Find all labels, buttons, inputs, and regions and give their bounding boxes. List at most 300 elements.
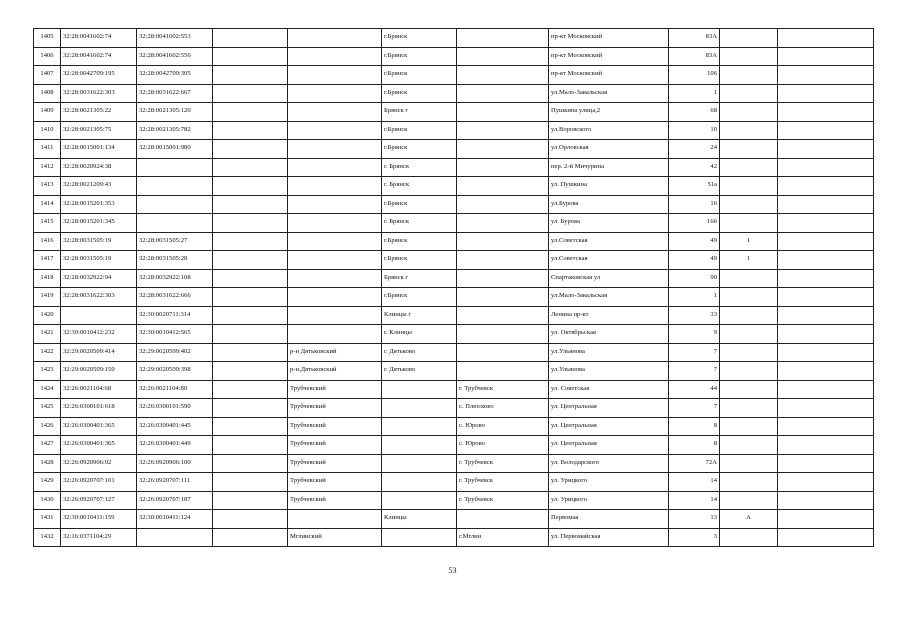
sub-cadastral-number-cell: 32:26:0920707:187 — [137, 491, 213, 510]
city-cell — [382, 436, 457, 455]
city-cell: г. Брянск — [382, 158, 457, 177]
sub-cadastral-number-cell: 32:28:0042709:305 — [137, 66, 213, 85]
note-cell — [778, 195, 874, 214]
extra-number-cell: А — [720, 510, 778, 529]
note-cell — [778, 528, 874, 547]
house-number-cell: 90 — [669, 269, 720, 288]
street-cell: ул.Ульянова — [549, 362, 669, 381]
cadastral-number-cell: 32:28:0015201:353 — [61, 195, 137, 214]
extra-number-cell — [720, 491, 778, 510]
district-cell — [288, 29, 382, 48]
note-cell — [778, 177, 874, 196]
row-number-cell: 1431 — [34, 510, 61, 529]
cadastral-number-cell: 32:26:0300101:618 — [61, 399, 137, 418]
house-number-cell: 24 — [669, 140, 720, 159]
city-cell: г.Брянск — [382, 66, 457, 85]
row-number-cell: 1415 — [34, 214, 61, 233]
table-row — [34, 343, 874, 362]
table-row — [34, 380, 874, 399]
row-number-cell: 1407 — [34, 66, 61, 85]
house-number-cell: 51а — [669, 177, 720, 196]
row-number-cell: 1418 — [34, 269, 61, 288]
row-number-cell: 1421 — [34, 325, 61, 344]
cadastral-number-cell: 32:28:0015001:134 — [61, 140, 137, 159]
note-cell — [778, 47, 874, 66]
district-cell: Трубчевский — [288, 491, 382, 510]
extra-number-cell — [720, 380, 778, 399]
city-cell: г. Брянск — [382, 177, 457, 196]
district-cell — [288, 251, 382, 270]
locality-cell — [457, 84, 549, 103]
empty-cell-cell — [213, 84, 288, 103]
row-number-cell: 1427 — [34, 436, 61, 455]
locality-cell — [457, 269, 549, 288]
house-number-cell: 49 — [669, 232, 720, 251]
note-cell — [778, 417, 874, 436]
empty-cell-cell — [213, 269, 288, 288]
empty-cell-cell — [213, 343, 288, 362]
city-cell: г.Брянск — [382, 195, 457, 214]
sub-cadastral-number-cell: 32:26:0021104:80 — [137, 380, 213, 399]
cadastral-number-cell: 32:28:0032922:94 — [61, 269, 137, 288]
cadastral-number-cell: 32:30:0010412:232 — [61, 325, 137, 344]
empty-cell-cell — [213, 380, 288, 399]
extra-number-cell — [720, 417, 778, 436]
empty-cell-cell — [213, 158, 288, 177]
district-cell: Трубчевский — [288, 454, 382, 473]
extra-number-cell — [720, 177, 778, 196]
house-number-cell: 49 — [669, 251, 720, 270]
city-cell — [382, 399, 457, 418]
house-number-cell: 7 — [669, 343, 720, 362]
locality-cell — [457, 103, 549, 122]
page-number: 53 — [448, 566, 457, 575]
city-cell: г. Дятьково — [382, 362, 457, 381]
cadastral-number-cell: 32:16:0371104:29 — [61, 528, 137, 547]
cadastral-number-cell: 32:28:0042709:195 — [61, 66, 137, 85]
locality-cell: с. Плюсково — [457, 399, 549, 418]
district-cell — [288, 140, 382, 159]
empty-cell-cell — [213, 510, 288, 529]
empty-cell-cell — [213, 140, 288, 159]
extra-number-cell — [720, 29, 778, 48]
note-cell — [778, 103, 874, 122]
row-number-cell: 1414 — [34, 195, 61, 214]
street-cell: Пушкина улица,2 — [549, 103, 669, 122]
row-number-cell: 1419 — [34, 288, 61, 307]
table-row — [34, 417, 874, 436]
street-cell: пр-кт Московский — [549, 66, 669, 85]
city-cell: Клинцы г — [382, 306, 457, 325]
house-number-cell: 7 — [669, 362, 720, 381]
district-cell — [288, 288, 382, 307]
city-cell: Клинцы — [382, 510, 457, 529]
cadastral-number-cell: 32:28:0031505:19 — [61, 251, 137, 270]
district-cell — [288, 195, 382, 214]
row-number-cell: 1417 — [34, 251, 61, 270]
row-number-cell: 1410 — [34, 121, 61, 140]
house-number-cell: 9 — [669, 325, 720, 344]
house-number-cell: 106 — [669, 66, 720, 85]
cadastral-number-cell: 32:28:0020924:38 — [61, 158, 137, 177]
register-table — [33, 28, 874, 547]
table-row — [34, 454, 874, 473]
cadastral-number-cell: 32:26:0920906:92 — [61, 454, 137, 473]
note-cell — [778, 454, 874, 473]
table-row — [34, 47, 874, 66]
empty-cell-cell — [213, 177, 288, 196]
district-cell — [288, 510, 382, 529]
sub-cadastral-number-cell: 32:28:0031622:667 — [137, 84, 213, 103]
house-number-cell: 13 — [669, 510, 720, 529]
note-cell — [778, 251, 874, 270]
extra-number-cell — [720, 84, 778, 103]
locality-cell — [457, 121, 549, 140]
extra-number-cell — [720, 103, 778, 122]
district-cell — [288, 158, 382, 177]
sub-cadastral-number-cell: 32:30:0010412:565 — [137, 325, 213, 344]
row-number-cell: 1408 — [34, 84, 61, 103]
district-cell: Трубчевский — [288, 380, 382, 399]
city-cell: г.Брянск — [382, 232, 457, 251]
street-cell: ул. Бурова — [549, 214, 669, 233]
empty-cell-cell — [213, 417, 288, 436]
street-cell: пр-кт Московский — [549, 47, 669, 66]
street-cell: ул.Бурова — [549, 195, 669, 214]
note-cell — [778, 288, 874, 307]
locality-cell — [457, 177, 549, 196]
note-cell — [778, 306, 874, 325]
table-row — [34, 140, 874, 159]
locality-cell — [457, 140, 549, 159]
empty-cell-cell — [213, 491, 288, 510]
table-row — [34, 288, 874, 307]
note-cell — [778, 343, 874, 362]
sub-cadastral-number-cell — [137, 214, 213, 233]
table-row — [34, 66, 874, 85]
row-number-cell: 1413 — [34, 177, 61, 196]
locality-cell: г.Мглин — [457, 528, 549, 547]
district-cell — [288, 214, 382, 233]
locality-cell — [457, 325, 549, 344]
extra-number-cell — [720, 454, 778, 473]
cadastral-number-cell — [61, 306, 137, 325]
sub-cadastral-number-cell: 32:28:0031505:27 — [137, 232, 213, 251]
note-cell — [778, 325, 874, 344]
empty-cell-cell — [213, 121, 288, 140]
cadastral-number-cell: 32:29:0020509:414 — [61, 343, 137, 362]
district-cell: Трубчевский — [288, 436, 382, 455]
empty-cell-cell — [213, 436, 288, 455]
extra-number-cell — [720, 436, 778, 455]
district-cell — [288, 121, 382, 140]
cadastral-number-cell: 32:28:0041602:74 — [61, 47, 137, 66]
table-row — [34, 399, 874, 418]
row-number-cell: 1420 — [34, 306, 61, 325]
district-cell — [288, 84, 382, 103]
locality-cell — [457, 510, 549, 529]
row-number-cell: 1411 — [34, 140, 61, 159]
cadastral-number-cell: 32:28:0041602:74 — [61, 29, 137, 48]
extra-number-cell — [720, 288, 778, 307]
empty-cell-cell — [213, 195, 288, 214]
cadastral-number-cell: 32:30:0010411:159 — [61, 510, 137, 529]
sub-cadastral-number-cell: 32:28:0021305:782 — [137, 121, 213, 140]
extra-number-cell — [720, 121, 778, 140]
house-number-cell: 1 — [669, 288, 720, 307]
sub-cadastral-number-cell: 32:28:0032922:108 — [137, 269, 213, 288]
sub-cadastral-number-cell: 32:29:0020509:402 — [137, 343, 213, 362]
locality-cell: с. Юрово — [457, 436, 549, 455]
sub-cadastral-number-cell: 32:26:0920906:100 — [137, 454, 213, 473]
sub-cadastral-number-cell: 32:26:0300101:590 — [137, 399, 213, 418]
locality-cell — [457, 66, 549, 85]
cadastral-number-cell: 32:28:0031622:303 — [61, 84, 137, 103]
sub-cadastral-number-cell: 32:28:0031505:28 — [137, 251, 213, 270]
table-row — [34, 177, 874, 196]
city-cell: г.Брянск — [382, 29, 457, 48]
house-number-cell: 33 — [669, 306, 720, 325]
locality-cell — [457, 195, 549, 214]
table-row — [34, 473, 874, 492]
empty-cell-cell — [213, 47, 288, 66]
note-cell — [778, 491, 874, 510]
house-number-cell: 72А — [669, 454, 720, 473]
city-cell — [382, 491, 457, 510]
note-cell — [778, 269, 874, 288]
house-number-cell: 8 — [669, 436, 720, 455]
house-number-cell: 10 — [669, 121, 720, 140]
locality-cell — [457, 214, 549, 233]
row-number-cell: 1432 — [34, 528, 61, 547]
cadastral-number-cell: 32:26:0021104:68 — [61, 380, 137, 399]
extra-number-cell — [720, 528, 778, 547]
sub-cadastral-number-cell: 32:29:0020509:398 — [137, 362, 213, 381]
sub-cadastral-number-cell — [137, 177, 213, 196]
empty-cell-cell — [213, 454, 288, 473]
empty-cell-cell — [213, 232, 288, 251]
street-cell: ул. Володарского — [549, 454, 669, 473]
cadastral-number-cell: 32:28:0021305:22 — [61, 103, 137, 122]
street-cell: ул.Воровского — [549, 121, 669, 140]
cadastral-number-cell: 32:26:0300401:365 — [61, 417, 137, 436]
cadastral-number-cell: 32:26:0300401:365 — [61, 436, 137, 455]
city-cell: г. Дятьково — [382, 343, 457, 362]
extra-number-cell — [720, 214, 778, 233]
locality-cell: г. Трубчевск — [457, 491, 549, 510]
note-cell — [778, 399, 874, 418]
city-cell — [382, 473, 457, 492]
extra-number-cell — [720, 66, 778, 85]
street-cell: ул.Советская — [549, 232, 669, 251]
street-cell: ул.Советская — [549, 251, 669, 270]
note-cell — [778, 380, 874, 399]
cadastral-number-cell: 32:26:0920707:127 — [61, 491, 137, 510]
locality-cell: г. Трубчевск — [457, 380, 549, 399]
district-cell — [288, 103, 382, 122]
street-cell: ул.Мало-Завальская — [549, 84, 669, 103]
district-cell — [288, 47, 382, 66]
extra-number-cell — [720, 47, 778, 66]
street-cell: ул. Советская — [549, 380, 669, 399]
row-number-cell: 1423 — [34, 362, 61, 381]
city-cell — [382, 380, 457, 399]
cadastral-number-cell: 32:28:0031505:19 — [61, 232, 137, 251]
extra-number-cell — [720, 269, 778, 288]
table-row — [34, 510, 874, 529]
table-row — [34, 84, 874, 103]
sub-cadastral-number-cell — [137, 158, 213, 177]
table-row — [34, 195, 874, 214]
cadastral-number-cell: 32:28:0021209:43 — [61, 177, 137, 196]
table-body — [34, 29, 874, 547]
locality-cell — [457, 362, 549, 381]
locality-cell — [457, 29, 549, 48]
district-cell — [288, 177, 382, 196]
house-number-cell: 16 — [669, 195, 720, 214]
district-cell — [288, 269, 382, 288]
table-row — [34, 325, 874, 344]
locality-cell — [457, 158, 549, 177]
city-cell: г.Брянск — [382, 47, 457, 66]
empty-cell-cell — [213, 251, 288, 270]
cadastral-number-cell: 32:28:0031622:303 — [61, 288, 137, 307]
district-cell: Трубчевский — [288, 399, 382, 418]
city-cell: г.Брянск — [382, 288, 457, 307]
sub-cadastral-number-cell: 32:28:0015001:980 — [137, 140, 213, 159]
city-cell — [382, 528, 457, 547]
note-cell — [778, 121, 874, 140]
note-cell — [778, 29, 874, 48]
note-cell — [778, 362, 874, 381]
table-row — [34, 251, 874, 270]
sub-cadastral-number-cell — [137, 195, 213, 214]
table-row — [34, 306, 874, 325]
extra-number-cell: 1 — [720, 232, 778, 251]
empty-cell-cell — [213, 103, 288, 122]
street-cell: Спартаковская ул — [549, 269, 669, 288]
empty-cell-cell — [213, 288, 288, 307]
house-number-cell: 68 — [669, 103, 720, 122]
street-cell: ул. Центральная — [549, 399, 669, 418]
district-cell — [288, 232, 382, 251]
district-cell: Мглинский — [288, 528, 382, 547]
extra-number-cell — [720, 343, 778, 362]
locality-cell — [457, 306, 549, 325]
sub-cadastral-number-cell — [137, 528, 213, 547]
district-cell: р-н Дятьковский — [288, 343, 382, 362]
row-number-cell: 1430 — [34, 491, 61, 510]
empty-cell-cell — [213, 325, 288, 344]
district-cell — [288, 306, 382, 325]
sub-cadastral-number-cell: 32:28:0041602:556 — [137, 47, 213, 66]
row-number-cell: 1429 — [34, 473, 61, 492]
city-cell: г. Брянск — [382, 214, 457, 233]
city-cell — [382, 417, 457, 436]
sub-cadastral-number-cell: 32:26:0300401:445 — [137, 417, 213, 436]
district-cell — [288, 325, 382, 344]
empty-cell-cell — [213, 29, 288, 48]
street-cell: пр-кт Московский — [549, 29, 669, 48]
locality-cell — [457, 47, 549, 66]
row-number-cell: 1416 — [34, 232, 61, 251]
street-cell: ул. Центральная — [549, 436, 669, 455]
table-row — [34, 158, 874, 177]
row-number-cell: 1426 — [34, 417, 61, 436]
locality-cell — [457, 288, 549, 307]
note-cell — [778, 214, 874, 233]
table-row — [34, 121, 874, 140]
locality-cell — [457, 251, 549, 270]
house-number-cell: 14 — [669, 473, 720, 492]
locality-cell — [457, 232, 549, 251]
district-cell: Трубчевский — [288, 417, 382, 436]
city-cell: г.Брянск — [382, 121, 457, 140]
house-number-cell: 8 — [669, 417, 720, 436]
city-cell: Брянск г — [382, 269, 457, 288]
note-cell — [778, 436, 874, 455]
house-number-cell: 83А — [669, 29, 720, 48]
row-number-cell: 1428 — [34, 454, 61, 473]
empty-cell-cell — [213, 528, 288, 547]
city-cell: г.Брянск — [382, 84, 457, 103]
district-cell: Трубчевский — [288, 473, 382, 492]
cadastral-number-cell: 32:28:0021305:75 — [61, 121, 137, 140]
street-cell: ул. Центральная — [549, 417, 669, 436]
empty-cell-cell — [213, 214, 288, 233]
street-cell: ул.Орловская — [549, 140, 669, 159]
locality-cell: с. Юрово — [457, 417, 549, 436]
empty-cell-cell — [213, 399, 288, 418]
city-cell: г. Клинцы — [382, 325, 457, 344]
street-cell: ул. Октябрьская — [549, 325, 669, 344]
city-cell: г.Брянск — [382, 140, 457, 159]
table-row — [34, 29, 874, 48]
street-cell: ул.Мало-Завальская — [549, 288, 669, 307]
extra-number-cell — [720, 195, 778, 214]
cadastral-number-cell: 32:28:0015201:345 — [61, 214, 137, 233]
street-cell: Ленина пр-кт — [549, 306, 669, 325]
locality-cell — [457, 343, 549, 362]
note-cell — [778, 473, 874, 492]
sub-cadastral-number-cell: 32:28:0041602:553 — [137, 29, 213, 48]
table-row — [34, 436, 874, 455]
street-cell: ул. Первомайская — [549, 528, 669, 547]
sub-cadastral-number-cell: 32:28:0031622:666 — [137, 288, 213, 307]
house-number-cell: 83А — [669, 47, 720, 66]
house-number-cell: 1 — [669, 84, 720, 103]
empty-cell-cell — [213, 306, 288, 325]
note-cell — [778, 232, 874, 251]
cadastral-number-cell: 32:26:0920707:101 — [61, 473, 137, 492]
note-cell — [778, 158, 874, 177]
street-cell: ул. Пушкина — [549, 177, 669, 196]
house-number-cell: 42 — [669, 158, 720, 177]
sub-cadastral-number-cell: 32:30:0020711:314 — [137, 306, 213, 325]
note-cell — [778, 84, 874, 103]
district-cell — [288, 66, 382, 85]
table-row — [34, 103, 874, 122]
house-number-cell: 7 — [669, 399, 720, 418]
house-number-cell: 14 — [669, 491, 720, 510]
street-cell: ул. Урицкого — [549, 473, 669, 492]
locality-cell: г. Трубчевск — [457, 473, 549, 492]
city-cell: г.Брянск — [382, 251, 457, 270]
extra-number-cell — [720, 473, 778, 492]
extra-number-cell — [720, 325, 778, 344]
extra-number-cell — [720, 158, 778, 177]
row-number-cell: 1425 — [34, 399, 61, 418]
